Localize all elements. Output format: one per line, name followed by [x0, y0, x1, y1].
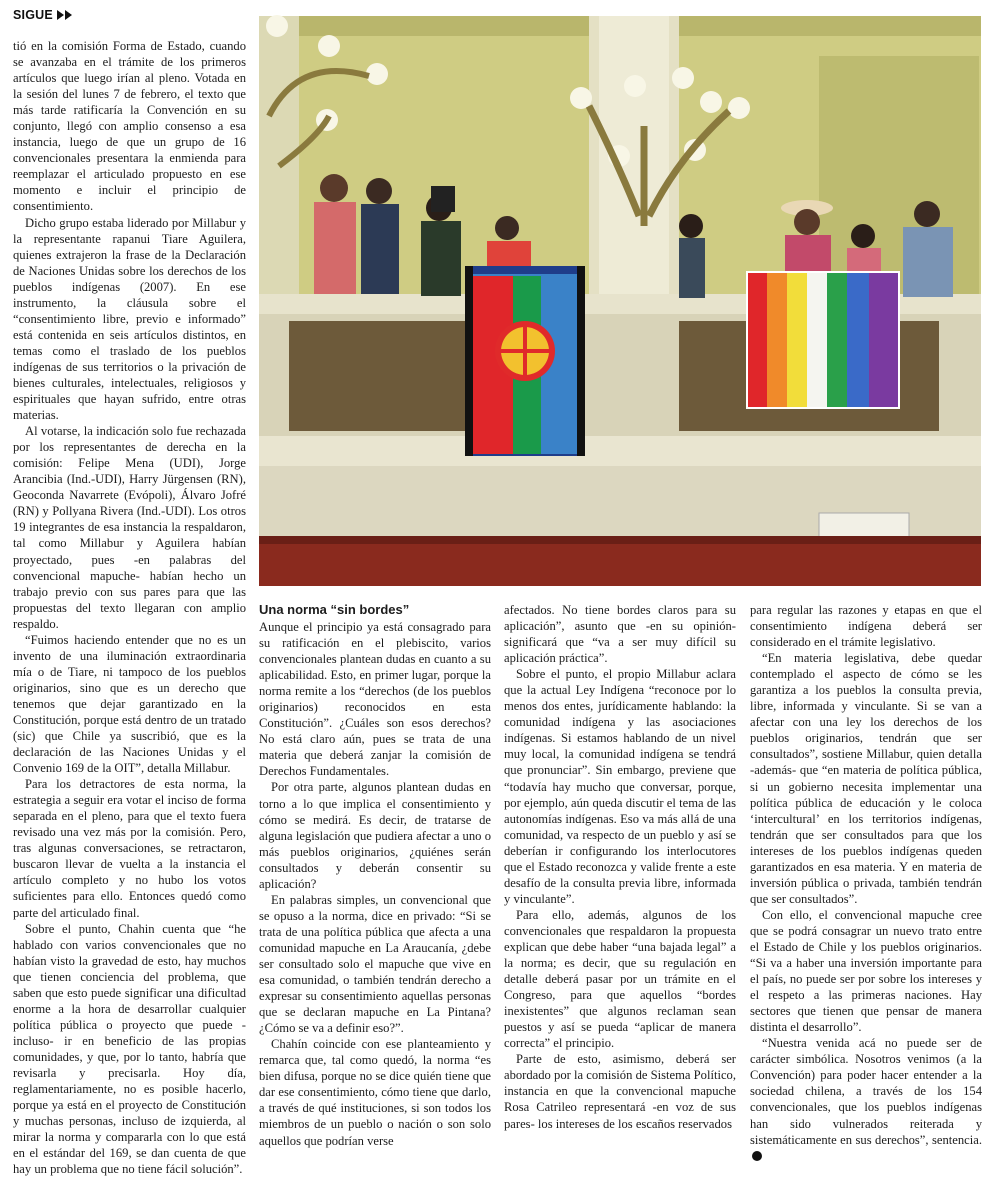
paragraph: Dicho grupo estaba liderado por Millabur y la representante rapanui Tiare Aguilera, quienes extrajeron la frase de la Declaración de Naciones Unidas sobre los derechos de los pueblos indígenas (2007). En ese instrumento, la cláusula sobre el “consentimiento libre, previo e informado” está contenida en seis artículos distintos, en temas como el traslado de los pueblos indígenas de sus territorios o la privación de bienes culturales, intelectuales, religiosos y espirituales que hayan sufrido, entre otras materias.: [13, 215, 246, 423]
paragraph: Para los detractores de esta norma, la estrategia a seguir era votar el inciso de forma separada en el pleno, para que el texto fuera revisado una vez más por la comisión. Pero, tras algunas conversaciones, se retractaron, buscaron llevar de vuelta a la instancia el artículo completo y no hubo los votos suficientes para ello. Entonces quedó como parte del articulado final.: [13, 777, 246, 920]
end-of-article-icon: [752, 1151, 762, 1161]
paragraph: Parte de esto, asimismo, deberá ser abordado por la comisión de Sistema Político, instancia en que la convencional mapuche Rosa Catrileo representará -en voz de sus pares- los intereses de los escaños reservados: [504, 1052, 736, 1131]
paragraph: En palabras simples, un convencional que se opuso a la norma, dice en privado: “Si se trata de una política pública que afecta a una comunidad mapuche en La Araucanía, ¿debe ser consultado solo el mapuche que vive en esa comunidad, o también tendrán derecho a expresar su consentimiento aquellas personas que se declaran mapuche en La Pintana? ¿Cómo se va a definir eso?”.: [259, 892, 491, 1036]
continued-marker: [13, 8, 72, 22]
photo-convention-balcony: [259, 16, 981, 586]
double-arrow-icon: [57, 10, 72, 20]
paragraph: Chahín coincide con ese planteamiento y remarca que, tal como quedó, la norma “es bien difusa, porque no se dice quién tiene que dar ese consentimiento, cómo tiene que darlo, a través de qué instituciones, si son todos los miembros de un pueblo o nación o son solo aquellos que podrían verse: [259, 1037, 491, 1148]
article-column-1: [13, 38, 246, 1177]
article-column-3: [504, 602, 736, 1146]
article-column-4: [750, 602, 982, 1146]
paragraph: afectados. No tiene bordes claros para su aplicación”, asunto que -en su opinión- significará que “va a ser muy difícil su aplicación práctica”.: [504, 603, 736, 666]
paragraph: “En materia legislativa, debe quedar contemplado el aspecto de cómo se les garantiza a los pueblos la consulta previa, libre, informada y vinculante. Si se van a afectar con una ley los derechos de los pueblos originarios, tendrán que ser consultados”, sostiene Millabur, quien detalla -además- que “en materia de política pública, si un gobierno necesita implementar una política pública de educación y le coloca ‘intercultural’ en los territorios indígenas, tendrán que ser consultados para que los intereses de los pueblos indígenas queden garantizados en esa materia. Y en materia de inversión pública o privada, también tendrán que ser consultados”.: [750, 651, 982, 906]
article-column-2: [259, 602, 491, 1146]
paragraph: Al votarse, la indicación solo fue rechazada por los representantes de derecha en la comisión: Felipe Mena (UDI), Jorge Arancibia (Ind.-UDI), Harry Jürgensen (RN), Geoconda Navarrete (Evópoli), Álvaro Jofré (RN) y Pollyana Rivera (Ind.-UDI). Los otros 19 integrantes de esa instancia la respaldaron, tal como Millabur y Aguilera habían proyectado, pues -en palabras del convencional mapuche- habían hecho un trabajo previo con sus pares para que las propuestas del texto llegaran con amplio respaldo.: [13, 424, 246, 631]
paragraph: “Fuimos haciendo entender que no es un invento de una iluminación extraordinaria mía o de Tiare, ni tampoco de los pueblos originarios, sino que es un derecho que tenemos que dejar garantizado en la Constitución, porque está dentro de un tratado (sic) que Chile ya suscribió, que es la declaración de las Naciones Unidas y el Convenio 169 de la OIT”, detalla Millabur.: [13, 632, 246, 776]
paragraph: tió en la comisión Forma de Estado, cuando se avanzaba en el trámite de los primeros artículos que luego irían al pleno. Votada en la sesión del lunes 7 de febrero, el texto que más tarde ratificaría la Convención en su conjunto, llegó con amplio consenso a esa instancia, luego de que un grupo de 16 convencionales presentara la enmienda para reemplazar el articulado propuesto en ese momento e incluir el principio de consentimiento.: [13, 39, 246, 214]
article-photo: [259, 16, 981, 586]
paragraph: Para ello, además, algunos de los convencionales que respaldaron la propuesta explican que debe haber “una bajada legal” a la norma; es decir, que su regulación en detalle deberá pasar por un trámite en el Congreso, para que aquellos “bordes inexistentes” que algunos reclaman sean puestos y así se pueda “aplicar de manera correcta” el principio.: [504, 907, 736, 1051]
paragraph: Sobre el punto, el propio Millabur aclara que la actual Ley Indígena “reconoce por lo menos dos entes, jurídicamente hablando: la comunidad indígena y las asociaciones indígenas. Si estamos hablando de un nivel muy local, la comunidad indígena se tendrá que pronunciar”. Sin embargo, previene que “todavía hay mucho que conversar, porque, por ejemplo, aún queda discutir el tema de las autonomías indígenas. Eso va más allá de una comunidad, va respecto de un pueblo y así se deberían ir configurando los interlocutores que el Estado reconozca y valide frente a este desafío de la consulta previa libre, informada y vinculante”.: [504, 667, 736, 906]
paragraph: Sobre el punto, Chahin cuenta que “he hablado con varios convencionales que no habían visto la gravedad de esto, hay muchos que tienen conciencia del problema, que saben que esto puede significar una dificultad enorme a la hora de desarrollar cualquier política pública o proyecto que puede -incluso- ir en beneficio de las propias comunidades, y que, por lo tanto, habría que revisarla y precisarla. Hoy día, reglamentariamente, no es posible hacerlo, porque ya está en el proyecto de Constitución y muchas personas, incluso de izquierda, al mirar la norma y compararla con lo que está en el estándar del 169, se dan cuenta de que hay un problema que no tiene fácil solución”.: [13, 921, 246, 1177]
paragraph-text: “Nuestra venida acá no puede ser de carácter simbólica. Nosotros venimos (a la Convención) para poder hacer entender a la sociedad chilena, a través de los 154 convencionales, que los pueblos indígenas han sido vulnerados reiterada y sistemáticamente en sus derechos”, sentencia.: [750, 1036, 982, 1147]
wiphala-flag-icon: [747, 272, 899, 408]
paragraph: [750, 1035, 982, 1163]
paragraph: Aunque el principio ya está consagrado para su ratificación en el plebiscito, varios convencionales plantean dudas en cuanto a su aplicabilidad. Esto, en primer lugar, porque la norma remite a los “derechos (de los pueblos originarios) reconocidos en esta Constitución”. ¿Cuáles son esos derechos? No está claro aún, pues se trata de una materia que deberá zanjar la comisión de Derechos Fundamentales.: [259, 620, 491, 779]
paragraph: para regular las razones y etapas en que el consentimiento indígena deberá ser considerado en el trámite legislativo.: [750, 603, 982, 650]
sigue-label: SIGUE: [13, 8, 53, 22]
section-heading: Una norma “sin bordes”: [259, 602, 410, 617]
mapuche-flag-icon: [465, 266, 585, 456]
paragraph: Por otra parte, algunos plantean dudas en torno a lo que implica el consentimiento y cómo se medirá. Es decir, de tratarse de alguna legislación que pudiera afectar a uno o más pueblos originarios, ¿quiénes serán consultados y deberán consentir su aplicación?: [259, 780, 491, 891]
paragraph: Con ello, el convencional mapuche cree que se podrá consagrar un nuevo trato entre el Estado de Chile y los pueblos originarios. “Si va a haber una inversión importante para el país, no puede ser por sobre los intereses y el respeto a las primeras naciones. Hay sectores que tienen que pensar de manera distinta el desarrollo”.: [750, 907, 982, 1035]
